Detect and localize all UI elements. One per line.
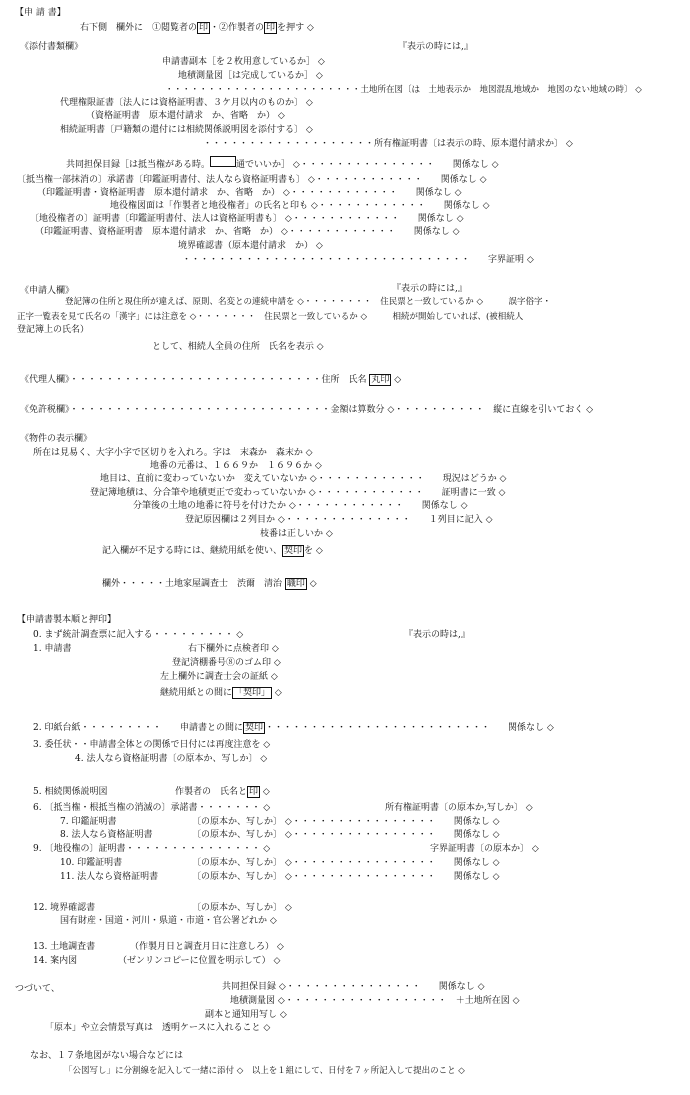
- order-text: 作製者の 氏名と: [175, 787, 248, 797]
- property-line: 枝番は正しいか ◇: [260, 529, 333, 539]
- attach-note: 『表示の時には,』: [398, 42, 473, 52]
- attach-line: （印鑑証明書、資格証明書 原本還付請求 か、省略 か） ◇・・・・・・・・・・・・ 関係なし ◇: [35, 227, 460, 237]
- order-line: 13. 土地調査書: [33, 942, 96, 952]
- attach-line: ・・・・・・・・・・・・・・・・・・・・・・・・・・・・・・・・ 字界証明 ◇: [182, 255, 534, 265]
- tail-line: 「原本」や立会情景写真は 透明ケースに入れること ◇: [45, 1023, 271, 1033]
- order-line: 7. 印鑑証明書: [60, 817, 117, 827]
- joint-text-post: 通でいいか］ ◇・・・・・・・・・・・・・・・ 関係なし ◇: [236, 160, 499, 170]
- tally-seal: 契印: [284, 546, 303, 556]
- agent-text: ・・・・・・・・・・・・・・・・・・・・・・・・・・・・住所 氏名: [69, 375, 367, 385]
- tail-line: 地積測量図 ◇・・・・・・・・・・・・・・・・・・ ＋土地所在図 ◇: [230, 996, 520, 1006]
- order-line: 国有財産・国道・河川・県道・市道・官公署どれか ◇: [60, 916, 277, 926]
- order-line: 〔の原本か、写しか〕 ◇・・・・・・・・・・・・・・・・ 関係なし ◇: [192, 817, 500, 827]
- order-line: 登記済棚番号⑧のゴム印 ◇: [172, 658, 281, 668]
- property-line: 所在は見易く、大字小字で区切りを入れろ。字は 末森か 森末か ◇: [33, 448, 313, 458]
- tax-text: ・・・・・・・・・・・・・・・・・・・・・・・・・・・・・金額は算数分 ◇・・・・・・・・・・ 縦に直線を引いておく ◇: [69, 405, 594, 415]
- agent-line: [20, 375, 401, 386]
- order-line: 〔の原本か、写しか〕 ◇・・・・・・・・・・・・・・・・ 関係なし ◇: [192, 858, 500, 868]
- order-line: 6. 〔抵当権・根抵当権の消滅の〕承諾書・・・・・・・ ◇: [33, 803, 271, 813]
- applicant-note: 『表示の時には,』: [392, 284, 467, 294]
- continuation-check: を ◇: [304, 546, 323, 556]
- seal-box-viewer: 印: [199, 23, 209, 33]
- document-title: 【申 請 書】: [15, 8, 66, 18]
- property-line: 地目は、直前に変わっていないか 変えていないか ◇・・・・・・・・・・・・ 現況はどうか ◇: [100, 474, 507, 484]
- order-line: 8. 法人なら資格証明書: [60, 830, 153, 840]
- order-line: 5. 相続関係説明図: [33, 787, 108, 797]
- agent-section-title: 《代理人欄》: [20, 375, 70, 385]
- attach-line: （資格証明書 原本還付請求 か、省略 か） ◇: [86, 111, 285, 121]
- agent-round-seal: 丸印: [371, 375, 390, 385]
- order-line: 右下欄外に点検者印 ◇: [188, 644, 279, 654]
- seal-text-b: ・②作製者の: [210, 23, 265, 33]
- order-line: 0. まず統計調査票に記入する・・・・・・・・・ ◇: [33, 630, 244, 640]
- order-line: （ゼンリンコピーに位置を明示して） ◇: [118, 956, 281, 966]
- order-line: 14. 案内図: [33, 956, 78, 966]
- attach-section-title: 《添付書類欄》: [20, 42, 84, 52]
- order-line: 左上欄外に調査士会の証紙 ◇: [160, 672, 278, 682]
- order-cont-line: [160, 688, 282, 699]
- applicant-line: 登記簿の住所と現住所が違えば、原則、名変との連続申請を ◇・・・・・・・・ 住民票と一致しているか ◇ 誤字俗字・: [65, 297, 551, 307]
- in-seal: 印: [249, 787, 259, 797]
- continuation-line: [102, 546, 323, 557]
- attach-line: 〔地役権者の〕証明書〔印鑑証明書付、法人は資格証明書も〕 ◇・・・・・・・・・・・・ 関係なし ◇: [30, 214, 464, 224]
- seal-text-c: を押す ◇: [277, 23, 314, 33]
- order-line-2: [180, 723, 554, 734]
- attach-line: 相続証明書〔戸籍類の還付には相続関係説明図を添付する〕 ◇: [60, 125, 313, 135]
- order-line: 〔の原本か、写しか〕 ◇・・・・・・・・・・・・・・・・ 関係なし ◇: [192, 872, 500, 882]
- margin-line: [102, 579, 317, 590]
- order-text: 申請書との間に: [180, 723, 244, 733]
- kei-seal: 契印: [245, 723, 264, 733]
- order-cont-text: 継続用紙との間に: [160, 688, 233, 698]
- applicant-line: 正字一覧表を見て氏名の「漢字」には注意を ◇・・・・・・・ 住民票と一致しているか ◇ 相続が開始していれば、(被相続人: [17, 312, 524, 322]
- order-line: 4. 法人なら資格証明書〔の原本か、写しか〕 ◇: [75, 754, 268, 764]
- order-check: ◇: [262, 787, 270, 797]
- order-cont-seal: 「契印」: [234, 688, 271, 698]
- tax-section-title: 《免許税欄》: [20, 405, 70, 415]
- seal-box-maker: 印: [266, 23, 276, 33]
- order-note: 『表示の時は,』: [404, 630, 470, 640]
- order-line: 11. 法人なら資格証明書: [60, 872, 159, 882]
- order-text: ・・・・・・・・・・・・・・・・・・・・・・・・・ 関係なし ◇: [265, 723, 554, 733]
- order-line: 3. 委任状・・申請書全体との関係で日付には再度注意を ◇: [33, 740, 271, 750]
- order-line: 9. 〔地役権の〕証明書・・・・・・・・・・・・・・・ ◇: [33, 844, 271, 854]
- seal-instruction: [80, 23, 314, 34]
- attach-line: （印鑑証明書・資格証明書 原本還付請求 か、省略 か） ◇・・・・・・・・・・・・ 関係なし ◇: [37, 188, 462, 198]
- property-section-title: 《物件の表示欄》: [20, 434, 93, 444]
- attach-line: 地積測量図［は完成しているか］ ◇: [178, 71, 323, 81]
- order-section-title: 【申請書製本順と押印】: [17, 615, 117, 625]
- attach-line: 地役権図面は「作製者と地役権者」の氏名と印も ◇・・・・・・・・・・・・ 関係なし ◇: [110, 201, 490, 211]
- order-line: 1. 申請書: [33, 644, 72, 654]
- margin-text: 欄外・・・・・土地家屋調査士 渋爾 清治: [102, 579, 283, 589]
- order-line: （作製月日と調査月日に注意しろ） ◇: [130, 942, 284, 952]
- applicant-section-title: 《申請人欄》: [20, 286, 75, 296]
- order-line: 10. 印鑑証明書: [60, 858, 123, 868]
- property-line: 登記簿地積は、分合筆や地積更正で変わっていないか ◇・・・・・・・・・・・・ 証明書に一致 ◇: [90, 488, 506, 498]
- order-seal-line: [175, 787, 270, 798]
- tail-line: 「公図写し」に分割線を記入して一緒に添付 ◇ 以上を１組にして、日付を７ヶ所記入して提出のこと ◇: [64, 1066, 465, 1076]
- property-line: 登記原因欄は２列目か ◇・・・・・・・・・・・・・・ １列目に記入 ◇: [185, 515, 493, 525]
- order-cont-check: ◇: [274, 688, 282, 698]
- agent-check: ◇: [394, 375, 402, 385]
- official-seal: 職印: [286, 579, 305, 589]
- attach-line: ・・・・・・・・・・・・・・・・・・・・・・・土地所在図〔は 土地表示か 地図混乱地域か 地図のない地域の時〕 ◇: [165, 85, 642, 95]
- order-line: 〔の原本か、写しか〕 ◇: [192, 903, 292, 913]
- attach-line: ・・・・・・・・・・・・・・・・・・・所有権証明書〔は表示の時、原本還付請求か〕 ◇: [203, 139, 573, 149]
- order-line: 〔の原本か、写しか〕 ◇・・・・・・・・・・・・・・・・ 関係なし ◇: [192, 830, 500, 840]
- order-line: 字界証明書〔の原本か〕 ◇: [430, 844, 539, 854]
- seal-text-a: 右下側 欄外に ①閲覧者の: [80, 23, 198, 33]
- attach-line: 申請書副本［を２枚用意しているか］ ◇: [162, 57, 325, 67]
- joint-text-pre: 共同担保目録［は抵当権がある時。: [66, 160, 211, 170]
- attach-line: 〔抵当権一部抹消の〕承諾書〔印鑑証明書付、法人なら資格証明書も〕 ◇・・・・・・・・・・・・ 関係なし ◇: [17, 175, 487, 185]
- property-line: 分筆後の土地の地番に符号を付けたか ◇・・・・・・・・・・・・ 関係なし ◇: [133, 501, 468, 511]
- tail-lead: つづいて、: [15, 984, 60, 994]
- property-line: 地番の元番は、１６６９か １６９６か ◇: [150, 461, 322, 471]
- attach-line: 境界確認書（原本還付請求 か） ◇: [178, 241, 323, 251]
- tail-line: 共同担保目録 ◇・・・・・・・・・・・・・・・ 関係なし ◇: [222, 982, 485, 992]
- joint-collateral-line: [66, 156, 499, 171]
- continuation-text: 記入欄が不足する時には、継続用紙を使い、: [102, 546, 283, 556]
- order-line: 所有権証明書〔の原本か,写しか〕 ◇: [385, 803, 533, 813]
- tail-line: なお、１７条地図がない場合などには: [30, 1051, 184, 1061]
- tail-line: 副本と通知用写し ◇: [205, 1010, 287, 1020]
- order-line: 12. 境界確認書: [33, 903, 96, 913]
- tax-line: [20, 405, 593, 416]
- blank-count-box: [210, 156, 236, 167]
- order-line: 2. 印紙台紙・・・・・・・・・: [33, 723, 162, 733]
- margin-check: ◇: [309, 579, 317, 589]
- attach-line: 代理権限証書〔法人には資格証明書、３ケ月以内のものか〕 ◇: [60, 98, 313, 108]
- applicant-line: 登記簿上の氏名）: [17, 325, 90, 335]
- applicant-line: として、相続人全員の住所 氏名を表示 ◇: [152, 342, 324, 352]
